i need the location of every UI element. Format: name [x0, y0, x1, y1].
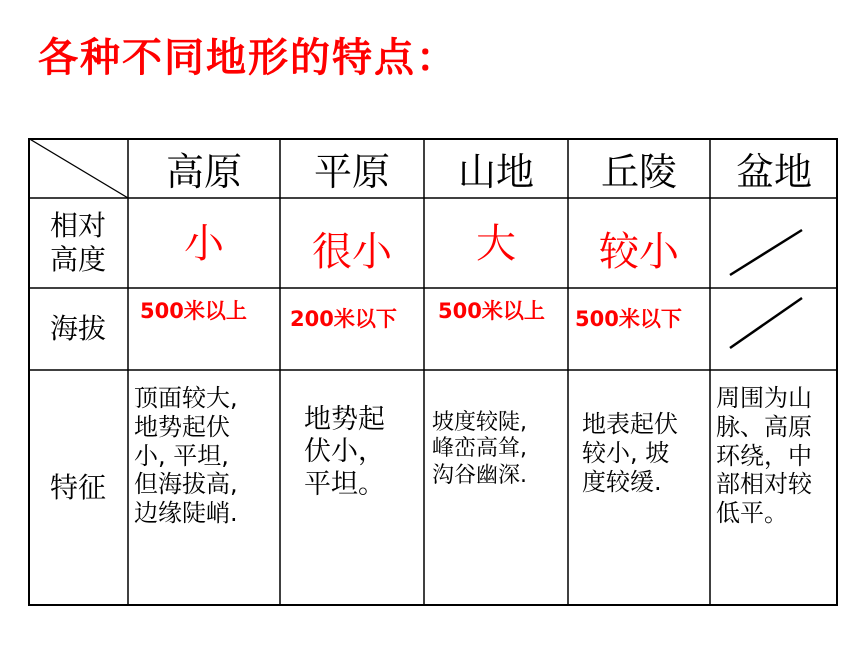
features-text: 坡度较陡, 峰峦高耸, 沟谷幽深. [432, 410, 527, 488]
corner-diagonal [28, 138, 128, 198]
altitude-value: 200米以下 [290, 307, 397, 331]
altitude-value: 500米以上 [140, 299, 247, 323]
features-text: 顶面较大, 地势起伏 小, 平坦, 但海拔高, 边缘陡峭. [134, 384, 238, 528]
altitude-value: 500米以上 [438, 299, 545, 323]
altitude-value: 500米以下 [575, 307, 682, 331]
basin-altitude-slash [730, 298, 802, 348]
page-title: 各种不同地形的特点： [38, 35, 458, 81]
features-text: 周围为山 脉、高原 环绕，中 部相对较 低平。 [716, 384, 812, 528]
terrain-table [28, 138, 838, 606]
row-label-relative-height: 相对 高度 [49, 209, 106, 276]
relative-height-value: 较小 [599, 228, 679, 275]
row-label-altitude: 海拔 [49, 312, 106, 346]
col-header: 山地 [457, 149, 534, 194]
relative-height-value [710, 198, 838, 288]
col-header: 丘陵 [600, 149, 677, 194]
features-text: 地势起 伏小， 平坦。 [304, 404, 385, 500]
col-header: 盆地 [735, 149, 812, 194]
col-header: 高原 [165, 149, 242, 194]
relative-height-value: 小 [184, 221, 224, 267]
col-header: 平原 [313, 149, 390, 194]
relative-height-value: 很小 [312, 228, 392, 275]
relative-height-value: 大 [476, 221, 516, 267]
features-text: 地表起伏 较小, 坡 度较缓. [582, 410, 678, 496]
row-label-features: 特征 [49, 471, 106, 505]
